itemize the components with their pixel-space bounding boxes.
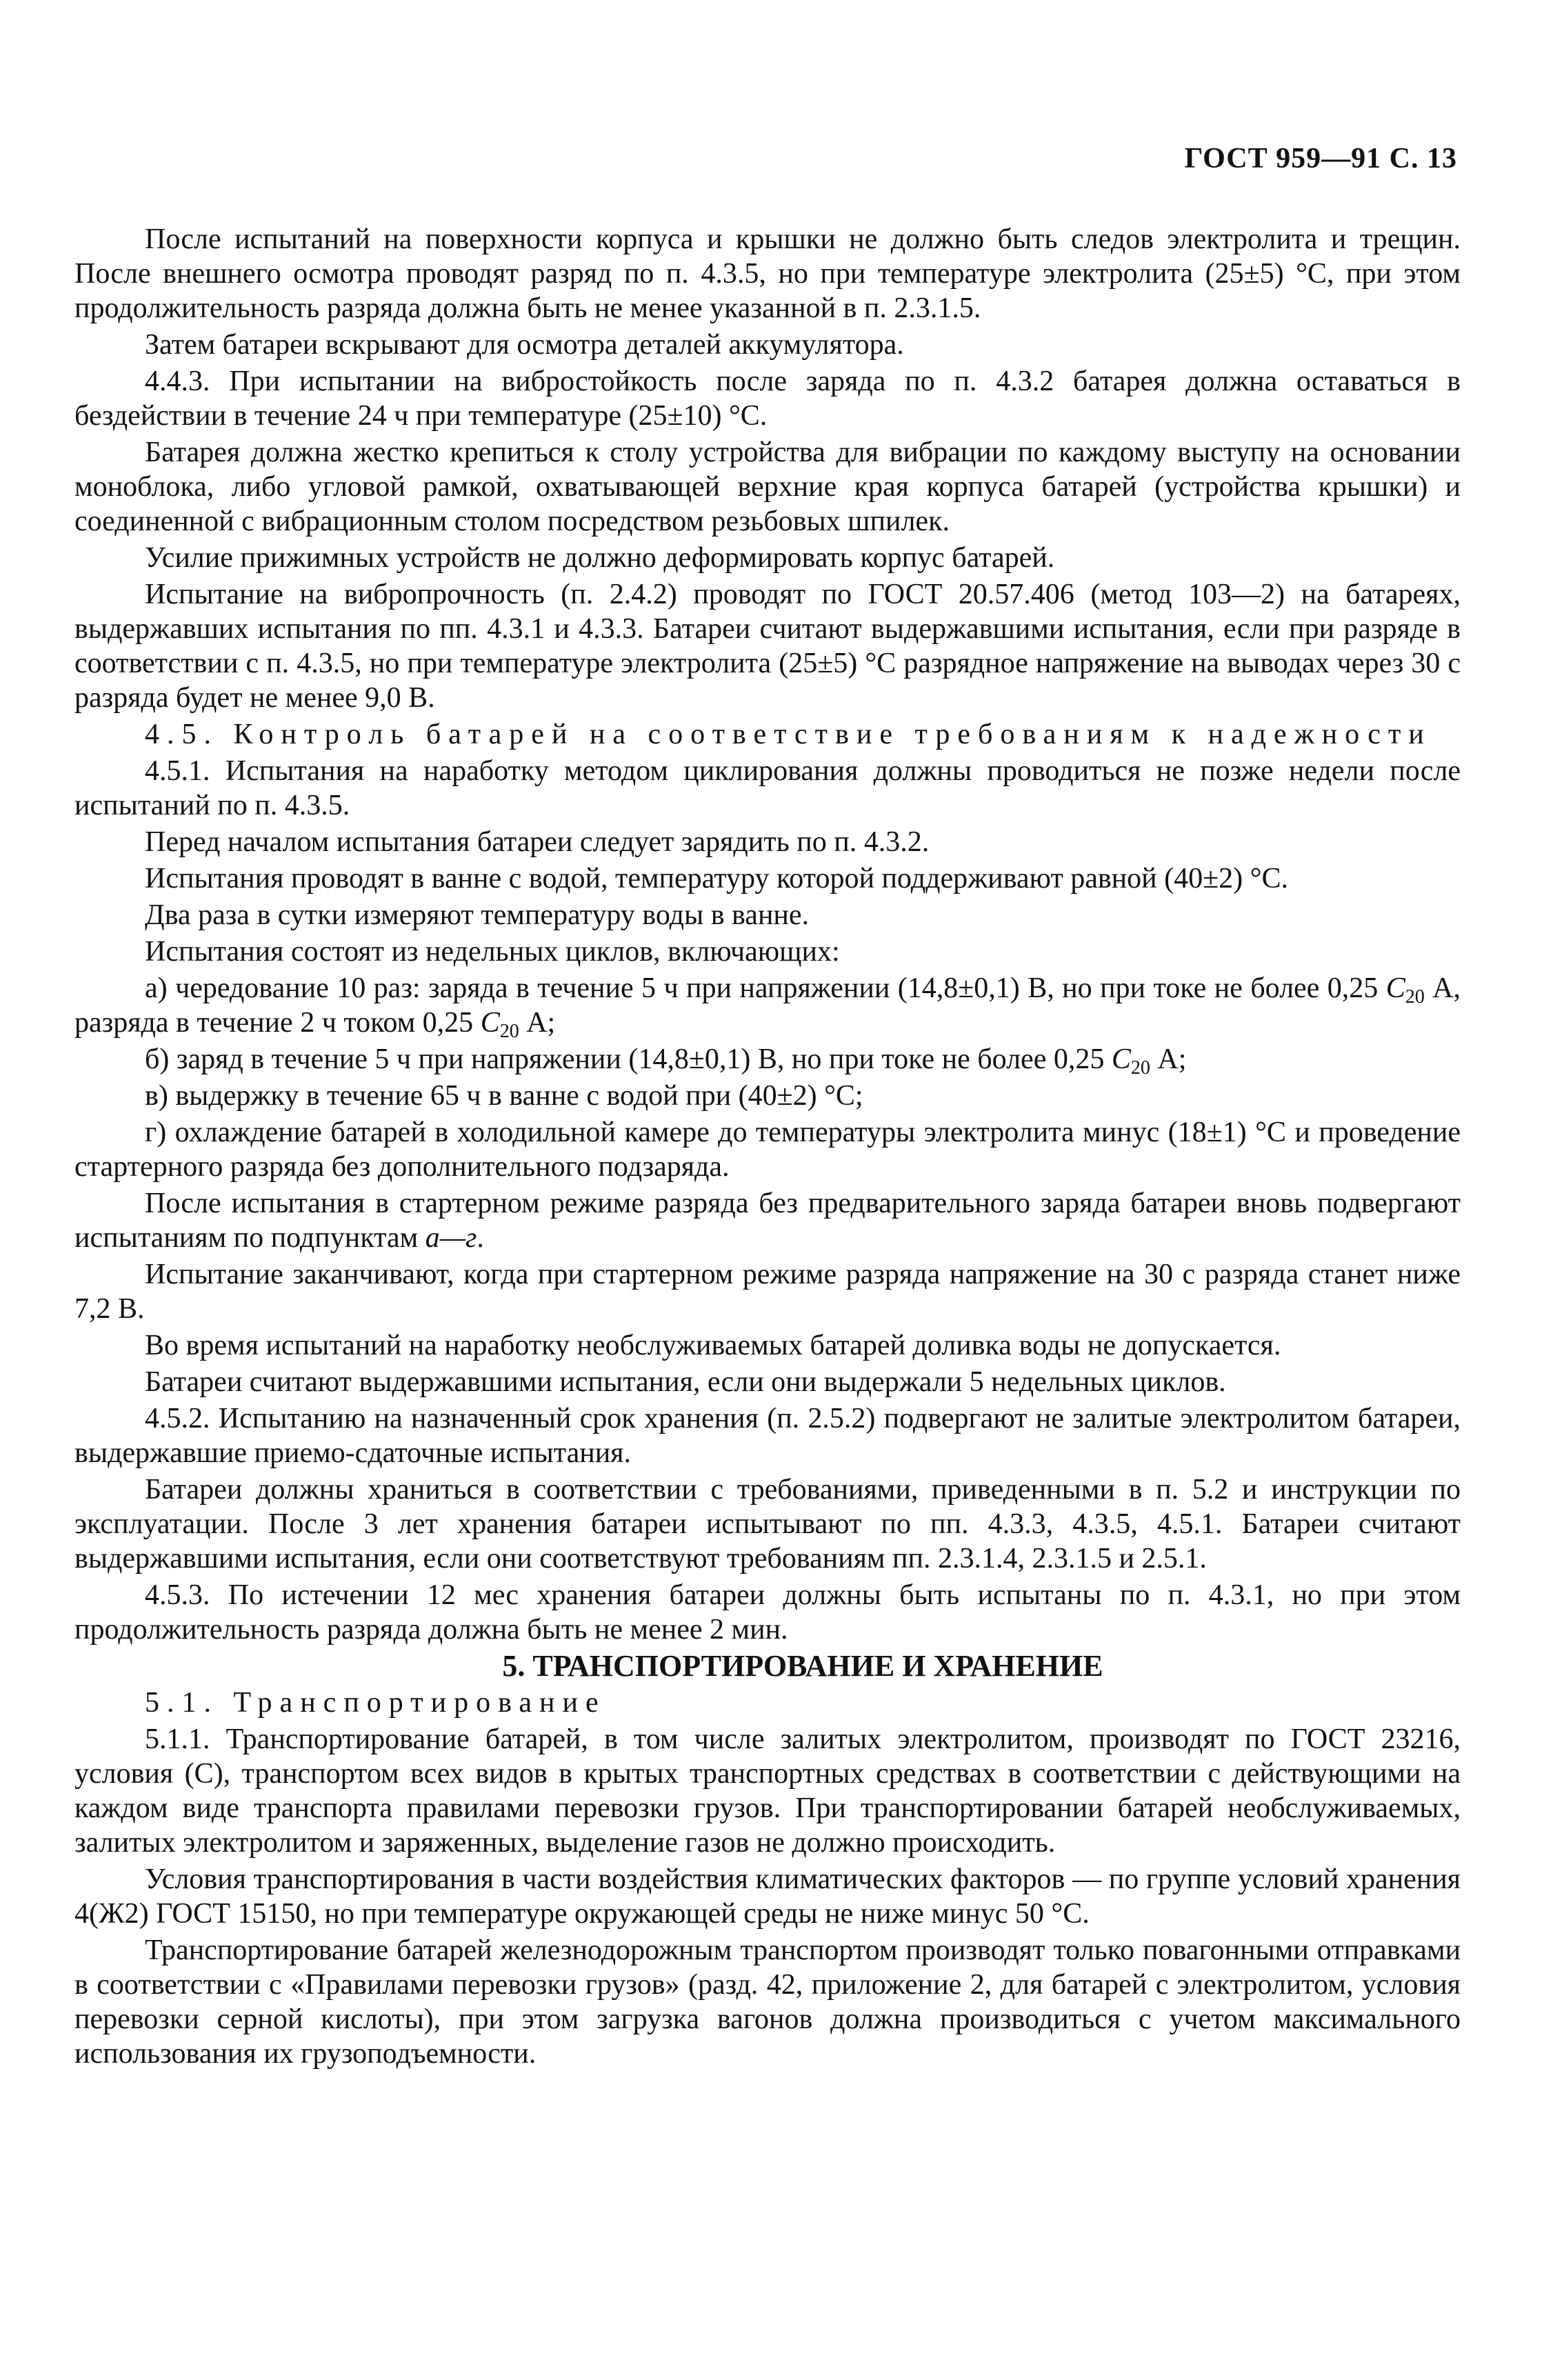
list-item-a: а) чередование 10 раз: заряда в течение 5 ч при напряжении (14,8±0,1) В, но при токе не более 0,25 $C_{20}$ А, разряда в течение 2 ч током 0,25 $C_{20}$ А; — [74, 972, 1461, 1042]
paragraph: Транспортирование батарей железнодорожным транспортом производят только повагонными отправками в соответствии с «Правилами перевозки грузов» (разд. 42, приложение 2, для батарей с электролитом, условия перевозки серной кислоты), при этом загрузка вагонов должна производиться с учетом максимального использования их грузоподъемности. — [74, 1934, 1461, 2070]
paragraph: Испытания проводят в ванне с водой, температуру которой поддерживают равной (40±2) °С. — [145, 863, 1288, 894]
paragraph: 4.5.1. Испытания на наработку методом циклирования должны проводиться не позже недели после испытаний по п. 4.3.5. — [74, 755, 1461, 821]
paragraph: Испытание на вибропрочность (п. 2.4.2) проводят по ГОСТ 20.57.406 (метод 103—2) на батареях, выдержавших испытания по пп. 4.3.1 и 4.3.3. Батареи считают выдержавшими испытания, если при разряде в соответствии с п. 4.3.5, но при температуре электролита (25±5) °С разрядное напряжение на выводах через 30 с разряда будет не менее 9,0 В. — [74, 579, 1461, 714]
subsection-heading: 4.5. Контроль батарей на соответствие требованиям к надежности — [145, 719, 1432, 750]
paragraph: Два раза в сутки измеряют температуру воды в ванне. — [145, 899, 810, 931]
paragraph: 5.1.1. Транспортирование батарей, в том числе залитых электролитом, производят по ГОСТ 23216, условия (С), транспортом всех видов в крытых транспортных средствах в соответствии с действующими на каждом виде транспорта правилами перевозки грузов. При транспортировании батарей необслуживаемых, залитых электролитом и заряженных, выделение газов не должно происходить. — [74, 1723, 1461, 1859]
list-item-g: г) охлаждение батарей в холодильной камере до температуры электролита минус (18±1) °С и проведение стартерного разряда без дополнительного подзаряда. — [74, 1117, 1461, 1183]
paragraph: Усилие прижимных устройств не должно деформировать корпус батарей. — [145, 542, 1055, 574]
paragraph: После испытаний на поверхности корпуса и крышки не должно быть следов электролита и трещин. После внешнего осмотра проводят разряд по п. 4.3.5, но при температуре электролита (25±5) °С, при этом продолжительность разряда должна быть не менее указанной в п. 2.3.1.5. — [74, 223, 1461, 324]
subsection-heading: 5.1. Транспортирование — [145, 1687, 606, 1719]
paragraph: После испытания в стартерном режиме разряда без предварительного заряда батареи вновь подвергают испытаниям по подпунктам а—г. — [74, 1188, 1461, 1254]
paragraph: Батареи считают выдержавшими испытания, если они выдержали 5 недельных циклов. — [145, 1366, 1226, 1398]
section-title: 5. ТРАНСПОРТИРОВАНИЕ И ХРАНЕНИЕ — [502, 1649, 1103, 1683]
paragraph: Перед началом испытания батареи следует зарядить по п. 4.3.2. — [145, 826, 930, 858]
paragraph: Батарея должна жестко крепиться к столу устройства для вибрации по каждому выступу на основании моноблока, либо угловой рамкой, охватывающей верхние края корпуса батарей (устройства крышки) и соединенной с вибрационным столом посредством резьбовых шпилек. — [74, 437, 1461, 537]
paragraph: Испытания состоят из недельных циклов, включающих: — [145, 936, 840, 968]
paragraph: 4.4.3. При испытании на вибростойкость после заряда по п. 4.3.2 батарея должна оставаться в бездействии в течение 24 ч при температуре (25±10) °С. — [74, 366, 1461, 432]
paragraph: 4.5.2. Испытанию на назначенный срок хранения (п. 2.5.2) подвергают не залитые электролитом батареи, выдержавшие приемо-сдаточные испытания. — [74, 1403, 1461, 1469]
paragraph: Условия транспортирования в части воздействия климатических факторов — по группе условий хранения 4(Ж2) ГОСТ 15150, но при температуре окружающей среды не ниже минус 50 °С. — [74, 1863, 1461, 1930]
document-body — [74, 222, 1461, 2073]
page-header: ГОСТ 959—91 С. 13 — [1184, 143, 1457, 174]
paragraph: 4.5.3. По истечении 12 мес хранения батареи должны быть испытаны по п. 4.3.1, но при этом продолжительность разряда должна быть не менее 2 мин. — [74, 1579, 1461, 1646]
list-item-v: в) выдержку в течение 65 ч в ванне с водой при (40±2) °С; — [145, 1080, 863, 1112]
list-item-b: б) заряд в течение 5 ч при напряжении (14,8±0,1) В, но при токе не более 0,25 $C_{20}$ А; — [145, 1043, 1187, 1079]
paragraph: Испытание заканчивают, когда при стартерном режиме разряда напряжение на 30 с разряда станет ниже 7,2 В. — [74, 1259, 1461, 1325]
paragraph: Затем батареи вскрывают для осмотра деталей аккумулятора. — [145, 329, 904, 361]
paragraph: Батареи должны храниться в соответствии с требованиями, приведенными в п. 5.2 и инструкции по эксплуатации. После 3 лет хранения батареи испытывают по пп. 4.3.3, 4.3.5, 4.5.1. Батареи считают выдержавшими испытания, если они соответствуют требованиям пп. 2.3.1.4, 2.3.1.5 и 2.5.1. — [74, 1474, 1461, 1574]
paragraph: Во время испытаний на наработку необслуживаемых батарей доливка воды не допускается. — [145, 1330, 1281, 1361]
